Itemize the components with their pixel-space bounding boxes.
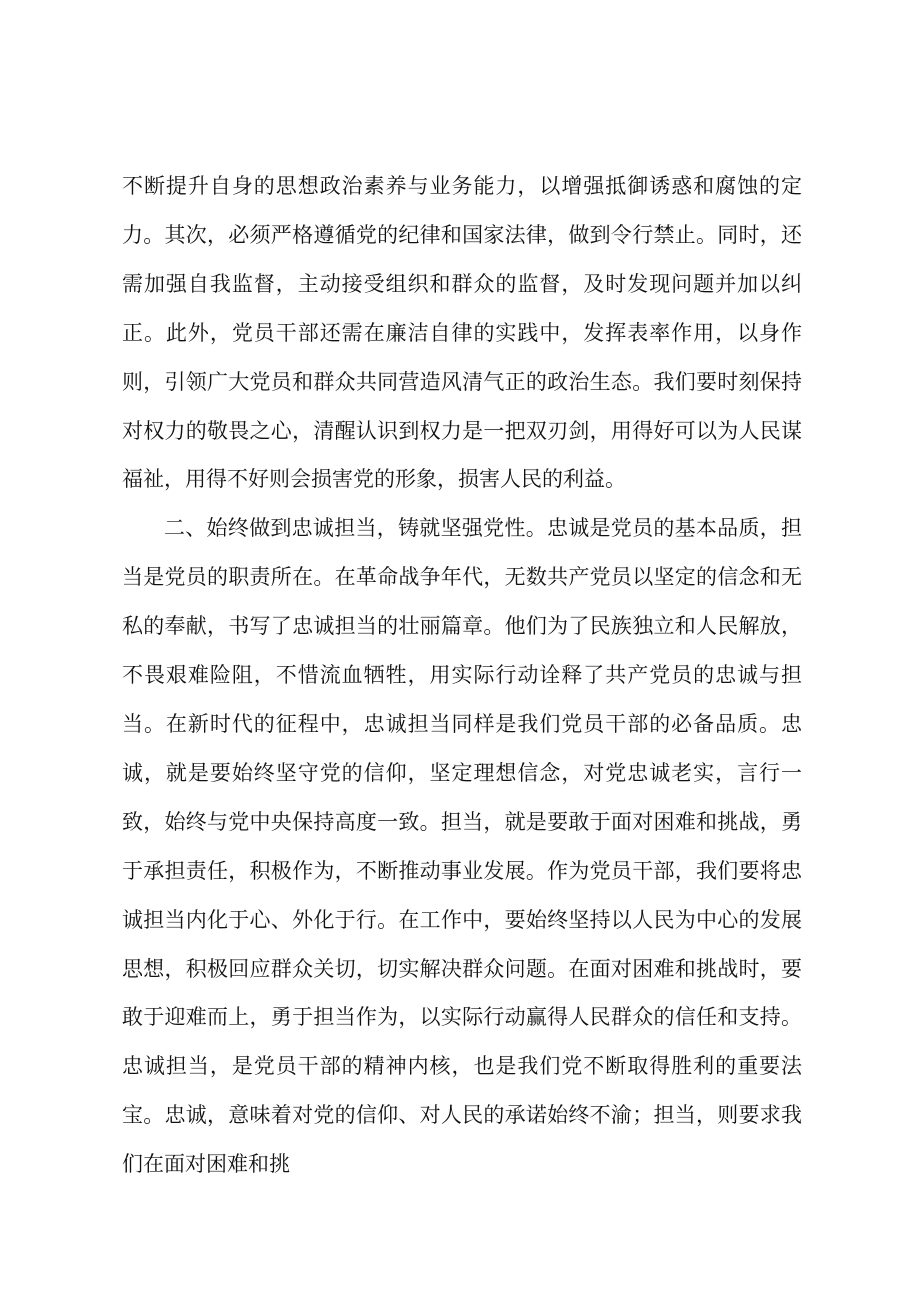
paragraph-1-text: 不断提升自身的思想政治素养与业务能力，以增强抵御诱惑和腐蚀的定力。其次，必须严格遵循党的纪律和国家法律，做到令行禁止。同时，还需加强自我监督，主动接受组织和群众的监督，及时发现问题并加以纠正。此外，党员干部还需在廉洁自律的实践中，发挥表率作用，以身作则，引领广大党员和群众共同营造风清气正的政治生态。我们要时刻保持对权力的敬畏之心，清醒认识到权力是一把双刃剑，用得好可以为人民谋福祉，用得不好则会损害党的形象，损害人民的利益。 [122, 174, 802, 492]
paragraph-1 [122, 162, 802, 504]
paragraph-2-text: 忠诚是党员的基本品质，担当是党员的职责所在。在革命战争年代，无数共产党员以坚定的信念和无私的奉献，书写了忠诚担当的壮丽篇章。他们为了民族独立和人民解放，不畏艰难险阻，不惜流血牺牲，用实际行动诠释了共产党员的忠诚与担当。在新时代的征程中，忠诚担当同样是我们党员干部的必备品质。忠诚，就是要始终坚守党的信仰，坚定理想信念，对党忠诚老实，言行一致，始终与党中央保持高度一致。担当，就是要敢于面对困难和挑战，勇于承担责任，积极作为，不断推动事业发展。作为党员干部，我们要将忠诚担当内化于心、外化于行。在工作中，要始终坚持以人民为中心的发展思想，积极回应群众关切，切实解决群众问题。在面对困难和挑战时，要敢于迎难而上，勇于担当作为，以实际行动赢得人民群众的信任和支持。忠诚担当，是党员干部的精神内核，也是我们党不断取得胜利的重要法宝。忠诚，意味着对党的信仰、对人民的承诺始终不渝；担当，则要求我们在面对困难和挑 [122, 516, 803, 1177]
paragraph-2 [122, 504, 802, 1189]
document-body [122, 162, 802, 1189]
section-heading: 二、始终做到忠诚担当，铸就坚强党性。 [164, 516, 547, 541]
